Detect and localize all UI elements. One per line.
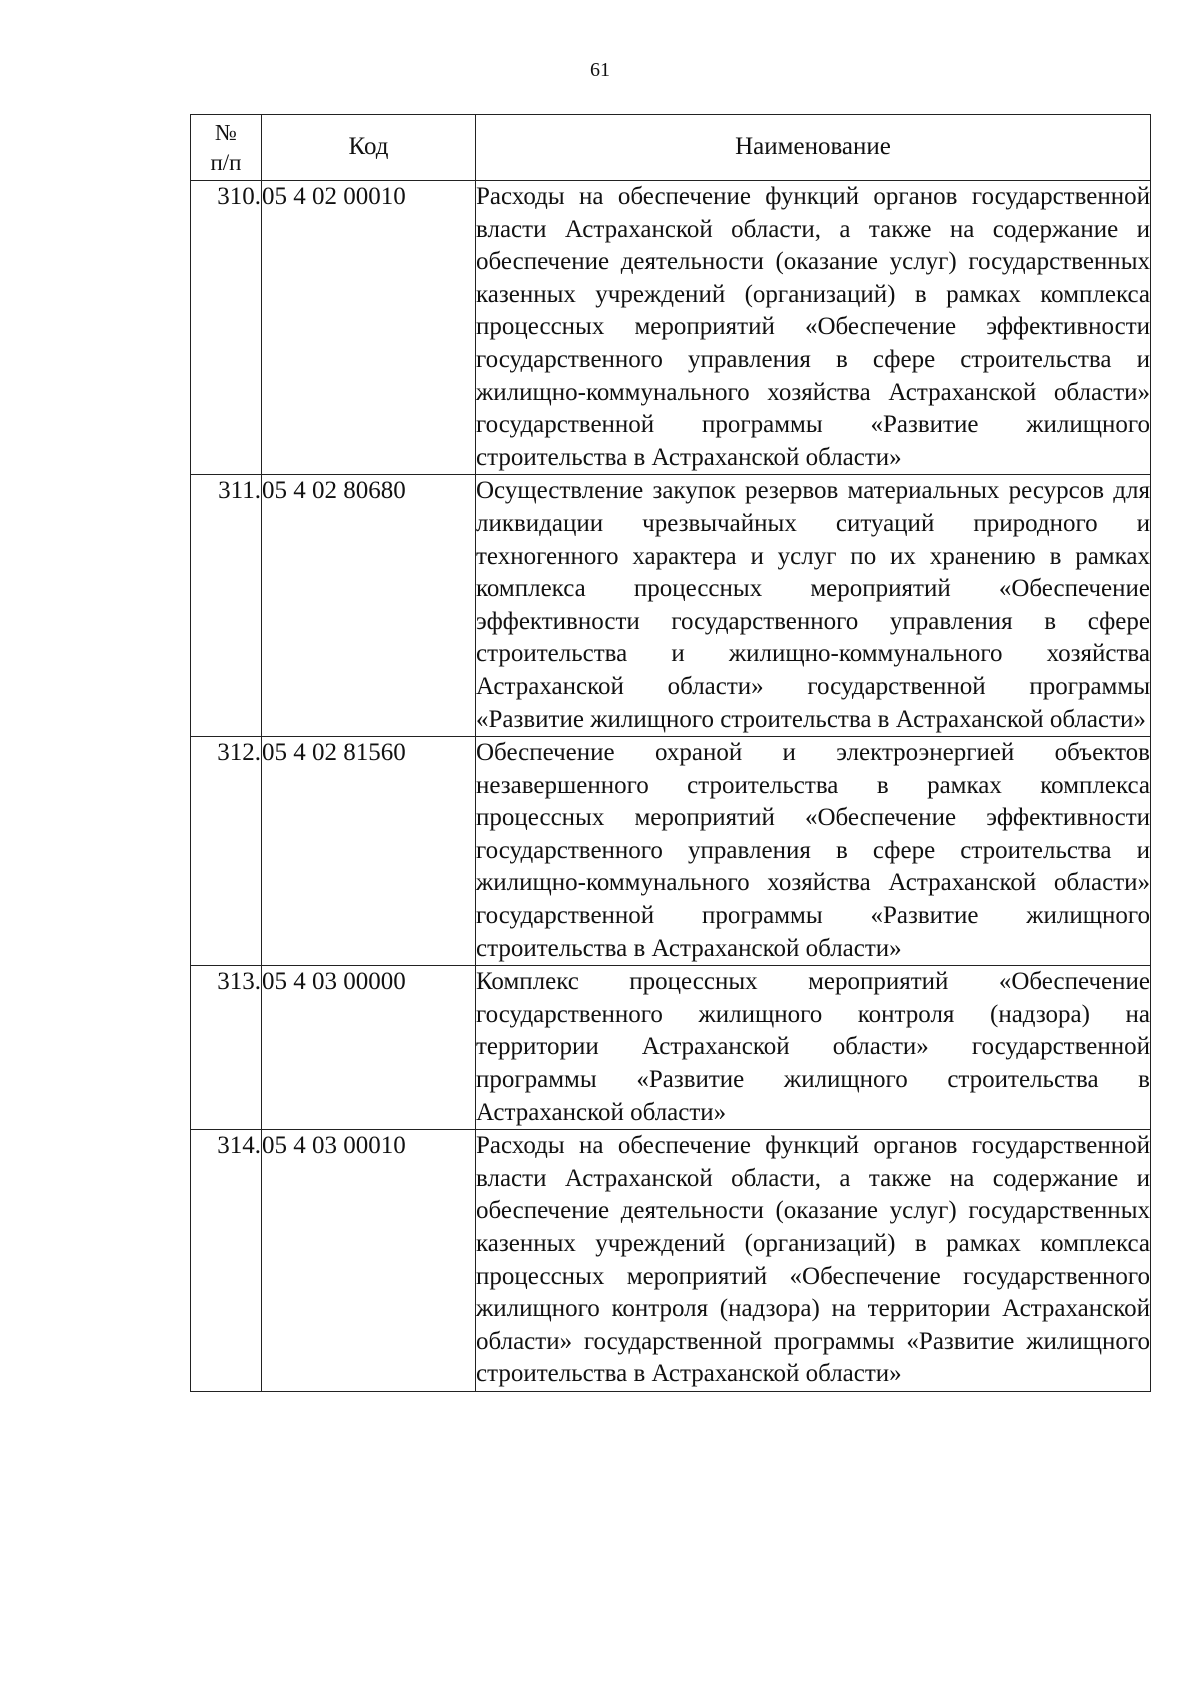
- row-name: Осуществление закупок резервов материальных ресурсов для ликвидации чрезвычайных ситуаций природного и техногенного характера и услуг по их хранению в рамках комплекса процессных мероприятий «Обеспечение эффективности государственного управления в сфере строительства и жилищно-коммунального хозяйства Астраханской области» государственной программы «Развитие жилищного строительства в Астраханской области»: [476, 477, 1150, 733]
- row-code: 05 4 02 81560: [262, 737, 476, 966]
- classification-table: [190, 114, 1151, 1392]
- table-row: [191, 1130, 1151, 1392]
- row-name-cell: [476, 181, 1151, 475]
- header-name: Наименование: [476, 115, 1151, 181]
- row-name: Комплекс процессных мероприятий «Обеспечение государственного жилищного контроля (надзора) на территории Астраханской области» государственной программы «Развитие жилищного строительства в Астраханской области»: [476, 968, 1150, 1126]
- table-row: [191, 966, 1151, 1130]
- row-number: 310.: [191, 181, 262, 475]
- row-code: 05 4 03 00010: [262, 1130, 476, 1392]
- row-code: 05 4 02 00010: [262, 181, 476, 475]
- row-name-cell: [476, 737, 1151, 966]
- table-row: [191, 475, 1151, 737]
- table-header: [191, 115, 1151, 181]
- row-code: 05 4 03 00000: [262, 966, 476, 1130]
- row-number: 311.: [191, 475, 262, 737]
- row-number: 313.: [191, 966, 262, 1130]
- row-number: 314.: [191, 1130, 262, 1392]
- row-number: 312.: [191, 737, 262, 966]
- page-number: 61: [590, 59, 610, 81]
- row-name-cell: [476, 1130, 1151, 1392]
- row-name-cell: [476, 475, 1151, 737]
- header-code: Код: [262, 115, 476, 181]
- header-row: [191, 115, 1151, 181]
- row-name: Расходы на обеспечение функций органов государственной власти Астраханской области, а также на содержание и обеспечение деятельности (оказание услуг) государственных казенных учреждений (организаций) в рамках комплекса процессных мероприятий «Обеспечение эффективности государственного управления в сфере строительства и жилищно-коммунального хозяйства Астраханской области» государственной программы «Развитие жилищного строительства в Астраханской области»: [476, 183, 1150, 471]
- row-code: 05 4 02 80680: [262, 475, 476, 737]
- table-row: [191, 181, 1151, 475]
- header-number-cell: [191, 115, 262, 181]
- row-name: Обеспечение охраной и электроэнергией объектов незавершенного строительства в рамках комплекса процессных мероприятий «Обеспечение эффективности государственного управления в сфере строительства и жилищно-коммунального хозяйства Астраханской области» государственной программы «Развитие жилищного строительства в Астраханской области»: [476, 739, 1150, 962]
- header-number-symbol: №: [215, 119, 237, 145]
- row-name: Расходы на обеспечение функций органов государственной власти Астраханской области, а также на содержание и обеспечение деятельности (оказание услуг) государственных казенных учреждений (организаций) в рамках комплекса процессных мероприятий «Обеспечение государственного жилищного контроля (надзора) на территории Астраханской области» государственной программы «Развитие жилищного строительства в Астраханской области»: [476, 1132, 1150, 1388]
- row-name-cell: [476, 966, 1151, 1130]
- header-number-label: п/п: [210, 149, 242, 175]
- table-body: [191, 181, 1151, 1392]
- table-row: [191, 737, 1151, 966]
